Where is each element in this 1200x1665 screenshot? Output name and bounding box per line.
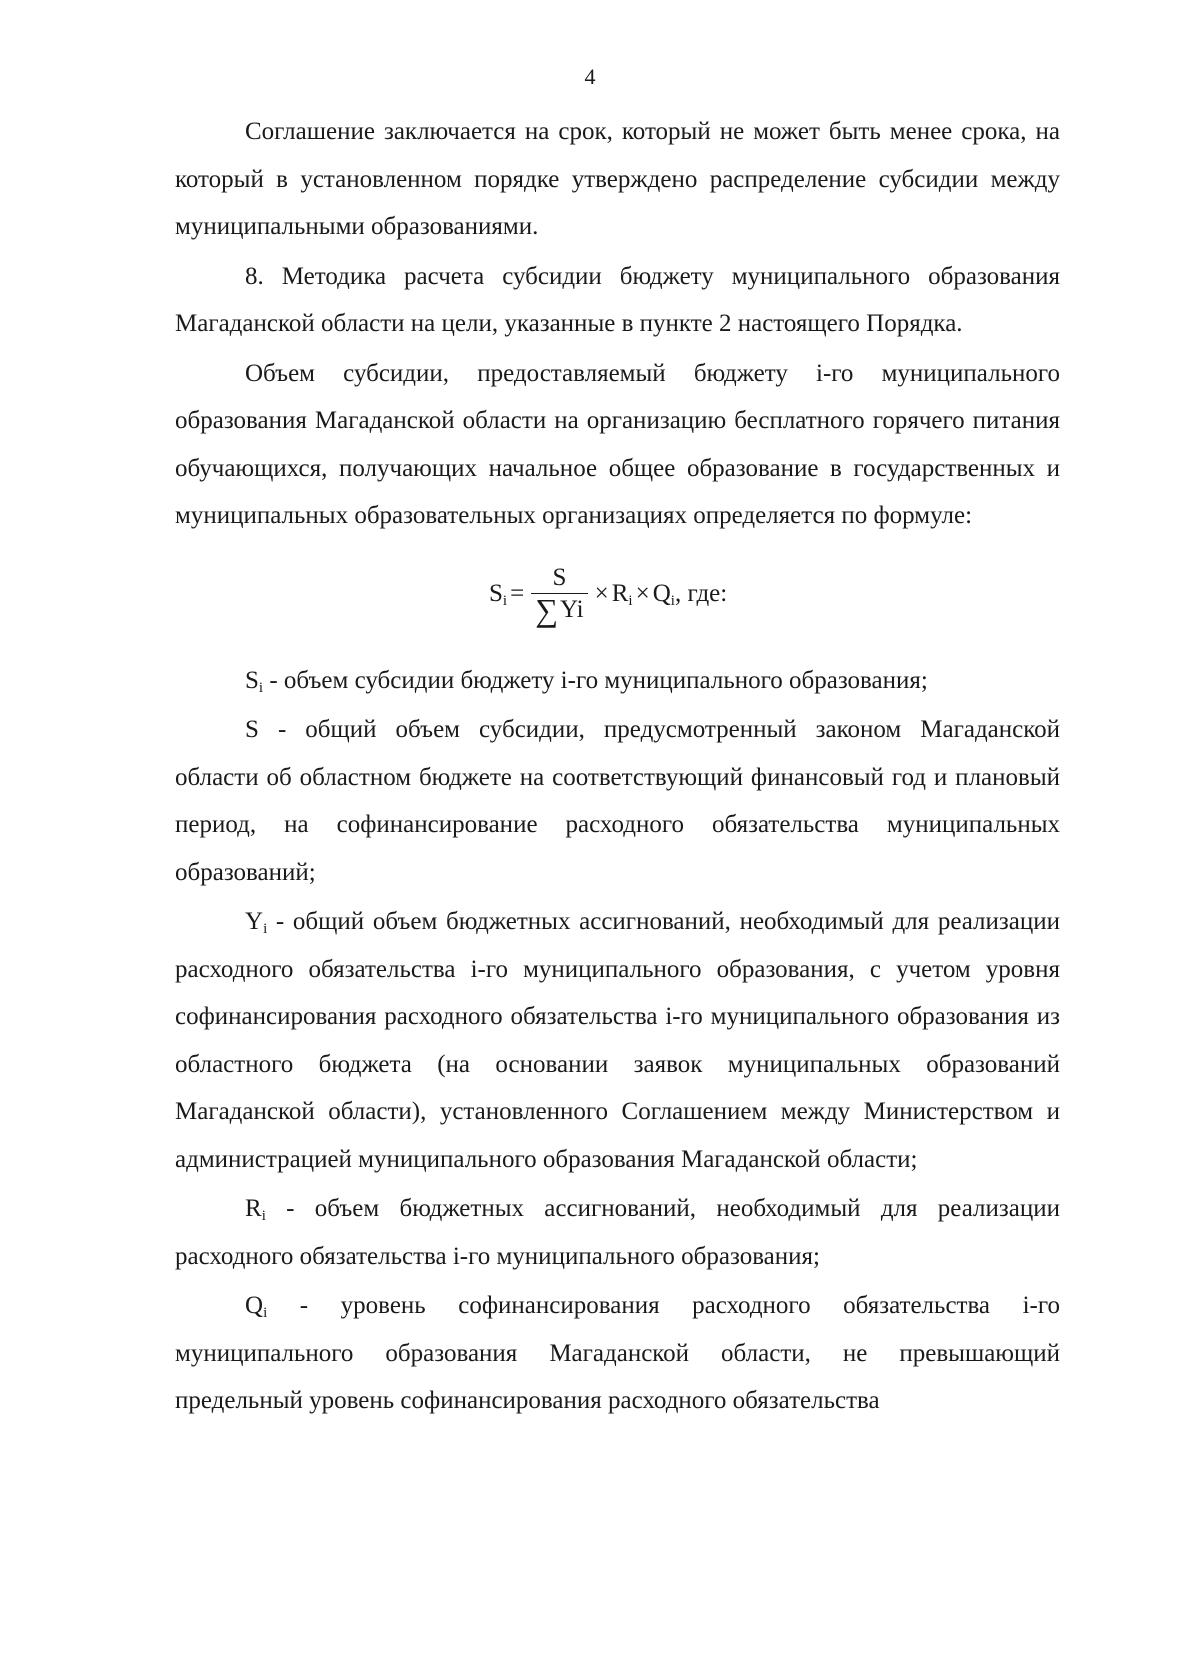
definition-ri: $R_i$ - объем бюджетных ассигнований, необходимый для реализации расходного обязательства i-го муниципального образования; xyxy=(175,1195,1060,1270)
definition-qi: $Q_i$ - уровень софинансирования расходного обязательства i-го муниципального образования Магаданской области, не превышающий предельный уровень софинансирования расходного обязательства xyxy=(175,1292,1060,1414)
formula-q: $Q_i$ xyxy=(652,580,675,610)
formula-times-1: × xyxy=(594,580,609,608)
definition-s: S - общий объем субсидии, предусмотренный законом Магаданской области об областном бюджете на соответствующий финансовый год и плановый период, на софинансирование расходного обязательства муниципальных образований; xyxy=(175,716,1060,886)
sum-symbol: ∑ xyxy=(535,591,558,628)
formula-times-2: × xyxy=(635,580,650,608)
formula-equals: = xyxy=(510,580,525,608)
definition-si: $S_i$ - объем субсидии бюджету i-го муниципального образования; xyxy=(245,666,928,696)
definition-yi: $Y_i$ - общий объем бюджетных ассигнований, необходимый для реализации расходного обязательства i-го муниципального образования, с учетом уровня софинансирования расходного обязательства i-го муниципального образования из областного бюджета (на основании заявок муниципальных образований Магаданской области), установленного Соглашением между Министерством и администрацией муниципального образования Магаданской области; xyxy=(175,908,1060,1173)
paragraph-methodology-heading: 8. Методика расчета субсидии бюджету муниципального образования Магаданской области на цели, указанные в пункте 2 настоящего Порядка. xyxy=(175,262,1060,337)
paragraph-agreement-term: Соглашение заключается на срок, который не может быть менее срока, на который в установленном порядке утверждено распределение субсидии между муниципальными образованиями. xyxy=(175,118,1060,240)
page-number: 4 xyxy=(584,64,596,89)
formula-tail: , где: xyxy=(674,580,728,608)
formula-denominator: ∑ Yi xyxy=(531,593,587,625)
document-body xyxy=(175,108,1060,1425)
subsidy-formula xyxy=(489,563,728,628)
formula-numerator: S xyxy=(552,563,567,591)
formula-r: $R_i$ xyxy=(611,580,633,610)
paragraph-subsidy-volume: Объем субсидии, предоставляемый бюджету i-го муниципального образования Магаданской области на организацию бесплатного горячего питания обучающихся, получающих начальное общее образование в государственных и муниципальных образовательных организациях определяется по формуле: xyxy=(175,359,1060,529)
formula-block xyxy=(175,542,1060,657)
formula-fraction xyxy=(531,563,587,628)
formula-lhs: $S_i$ xyxy=(489,580,508,610)
